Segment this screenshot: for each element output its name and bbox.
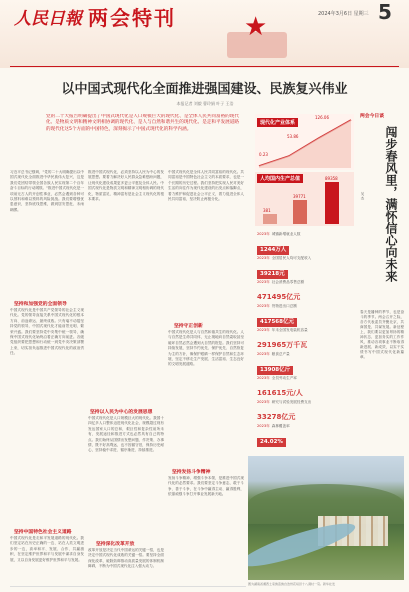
stat-value: 24.02% — [257, 438, 286, 447]
stat-label: 2023年 森林覆盖率 — [257, 424, 290, 428]
newspaper-logo: 人民日報 — [14, 9, 82, 29]
subhead-6: 坚持中国特色社会主义道路 — [14, 529, 72, 535]
stat-item — [257, 424, 353, 447]
stat-value: 39218元 — [257, 270, 288, 279]
chart-label-1: 126.06 — [315, 115, 329, 120]
stat-value: 33278亿元 — [257, 413, 296, 422]
stat-label: 2023年 城镇新增就业人数 — [257, 232, 301, 236]
stat-item — [257, 400, 353, 423]
gdp-bar-3 — [325, 182, 339, 224]
stat-item — [257, 328, 353, 351]
stat-item — [257, 280, 353, 303]
issue-date: 2024年3月6日 星期三 — [318, 11, 369, 17]
article-headline: 以中国式现代化全面推进强国建设、民族复兴伟业 — [61, 82, 348, 97]
star-icon: ★ — [244, 12, 268, 42]
subhead-2: 坚持以人民为中心的发展思想 — [90, 409, 153, 415]
article-lead: 党的二十大报告明确提出了中国式现代化是人口规模巨大的现代化、是全体人民共同富裕的现代化、是物质文明和精神文明相协调的现代化、是人与自然和谐共生的现代化、是走和平发展道路的现代化这5个方面的中国特色，深刻揭示了中国式现代化的科学内涵。 — [46, 114, 239, 132]
subhead-3: 坚持守正创新 — [174, 323, 203, 329]
village-landscape-photo — [248, 456, 404, 580]
gdp-label-2: 39771 — [293, 194, 306, 199]
stat-value: 1244万人 — [257, 246, 289, 255]
page-number: 5 — [378, 0, 392, 24]
gdp-header: 人均国内生产总值 — [257, 174, 303, 183]
stat-label: 2023年 年末全国发电装机容量 — [257, 328, 308, 332]
stat-label: 2023年 全员劳动生产率 — [257, 376, 297, 380]
special-edition-title-b: 会特刊 — [110, 6, 176, 30]
gdp-label-3: 381 — [263, 208, 271, 213]
column-3-top: 中国式现代化是全体人民共同富裕的现代化。共同富裕是中国特色社会主义的本质要求，也是一个长期的历史过程。我们坚持把实现人民对美好生活的向往作为现代化建设的出发点和落脚点，着力维护和促进社会公平正义，着力促进全体人民共同富裕，坚决防止两极分化。 — [168, 170, 244, 202]
footer-divider — [10, 586, 246, 587]
photo-caption: 图为湖南省湘西土家族苗族自治州花垣县十八洞村一景。新华社发 — [248, 582, 336, 586]
stat-label: 2023年 社会消费品零售总额 — [257, 280, 305, 284]
column-3-middle: 中国式现代化是人与自然和谐共生的现代化。人与自然是生命共同体，无止境地向自然索取甚至破坏自然必然会遭到大自然的报复。我们坚持可持续发展，坚持节约优先、保护优先、自然恢复为主的方针，像保护眼睛一样保护自然和生态环境，坚定不移走生产发展、生活富裕、生态良好的文明发展道路。 — [168, 330, 244, 367]
stat-item — [257, 352, 353, 375]
stat-label: 2023年 研究与试验发展经费支出 — [257, 400, 312, 404]
masthead-divider — [10, 66, 399, 67]
stat-label: 2023年 货物进出口总额 — [257, 304, 297, 308]
column-2-bottom: 改革开放是决定当代中国命运的关键一招，也是决定中国式现代化成败的关键一招。要坚持全面深化改革，破除妨碍推动高质量发展的体制机制障碍，不断为中国式现代化注入强大动力。 — [88, 548, 164, 569]
stat-value: 471495亿元 — [257, 293, 301, 302]
special-edition-title — [88, 2, 176, 32]
stat-item — [257, 376, 353, 399]
tiananmen-star-emblem — [222, 14, 292, 64]
commentary-title: 闯步春风里，满怀信心向未来 — [384, 126, 398, 282]
special-edition-title-a: 两 — [88, 6, 110, 30]
stat-label: 2023年 粮食总产量 — [257, 352, 290, 356]
gdp-bar-2 — [293, 200, 307, 224]
column-2-top: 推进中国式现代化，必须坚持以人民为中心的发展思想。要着力解决好人民群众急难愁盼问题，让现代化建设成果更多更公平惠及全体人民。中国式现代化是物质文明和精神文明相协调的现代化，物质富足、精神富有是社会主义现代化的根本要求。 — [88, 170, 164, 202]
subhead-5: 坚持深化改革开放 — [96, 541, 135, 547]
commentary-text: 春天是播种的季节，也是奋斗的季节。两会召开之际，各方代表委员齐聚北京，共商国是、共谋发展。新征程上，我们要以更加昂扬的精神状态、更加务实的工作作风，推动各项事业不断取得新进展、新成效，以实干实绩书写中国式现代化新篇章。 — [360, 310, 404, 359]
column-1-bottom: 中国式现代化是走和平发展道路的现代化。我们坚定站在历史正确的一边、站在人类文明进步的一边，高举和平、发展、合作、共赢旗帜，在坚定维护世界和平与发展中谋求自身发展，又以自身发展更好维护世界和平与发展。 — [10, 536, 84, 562]
commentary-sidebar — [360, 112, 404, 452]
infographic-panel — [253, 112, 356, 452]
stat-value: 13908亿斤 — [257, 366, 293, 375]
chart-label-3: 0.23 — [259, 152, 268, 157]
masthead — [0, 0, 409, 68]
stat-label: 2023年 全国居民人均可支配收入 — [257, 256, 312, 260]
stat-value: 417568亿元 — [257, 318, 297, 327]
stat-item — [257, 256, 353, 279]
subhead-4: 坚持发扬斗争精神 — [172, 469, 211, 475]
article-byline: 本报记者 刘毅 曹玲娟 叶子 王浩 — [176, 101, 234, 106]
stat-value: 291965万千瓦 — [257, 341, 308, 350]
subhead-1: 坚持和加强党的全面领导 — [14, 301, 67, 307]
commentary-author: 吴 杰 — [361, 192, 365, 201]
infographic-header: 现代化产业体系 — [257, 118, 298, 127]
stat-item — [257, 304, 353, 327]
column-1-top: 习近平总书记强调，"党的二十大明确提出以中国式现代化全面推进中华民族伟大复兴，这是我们党团结带领全国各族人民实现第二个百年奋斗目标的行动纲领。"推进中国式现代化是一项前无古人的开创性事业，必然会遇到各种可以预料和难以预料的风险挑战。我们要增强忧患意识，坚持底线思维，做到居安思危、未雨绸缪。 — [10, 170, 84, 212]
column-3-bottom: 发扬斗争精神，增强斗争本领，是推进中国式现代化的必然要求。我们要坚定斗争意志，敢于斗争、善于斗争，在斗争中赢得主动、赢得胜利，依靠顽强斗争打开事业发展新天地。 — [168, 476, 244, 497]
column-2-middle: 中国式现代化是人口规模巨大的现代化。我国十四亿多人口整体迈进现代化社会，规模超过现有发达国家人口的总和，艰巨性和复杂性前所未有，发展途径和推进方式也必然具有自己的特点。我们始终从国情出发想问题、作决策、办事情，既不好高骛远，也不因循守旧，保持历史耐心，坚持稳中求进、循序渐进、持续推进。 — [88, 416, 164, 453]
stat-item — [257, 232, 353, 255]
commentary-tag: 两会今日谈 — [360, 114, 384, 119]
column-1-middle: 中国式现代化是中国共产党领导的社会主义现代化。党的领导直接关系中国式现代化的根本方向、前途命运、最终成败。只有毫不动摇坚持党的领导，中国式现代化才能前景光明、繁荣兴盛。我们要坚持党中央集中统一领导，确保中国式现代化始终沿着正确方向前进。各级党组织要把思想和行动统一到党中央决策部署上来，切实担负起推进中国式现代化的政治责任。 — [10, 308, 84, 356]
stat-value: 161615元/人 — [257, 389, 303, 398]
gdp-label-1: 89358 — [325, 176, 338, 181]
chart-label-2: 53.86 — [287, 134, 299, 139]
gdp-bar-1 — [263, 214, 277, 224]
